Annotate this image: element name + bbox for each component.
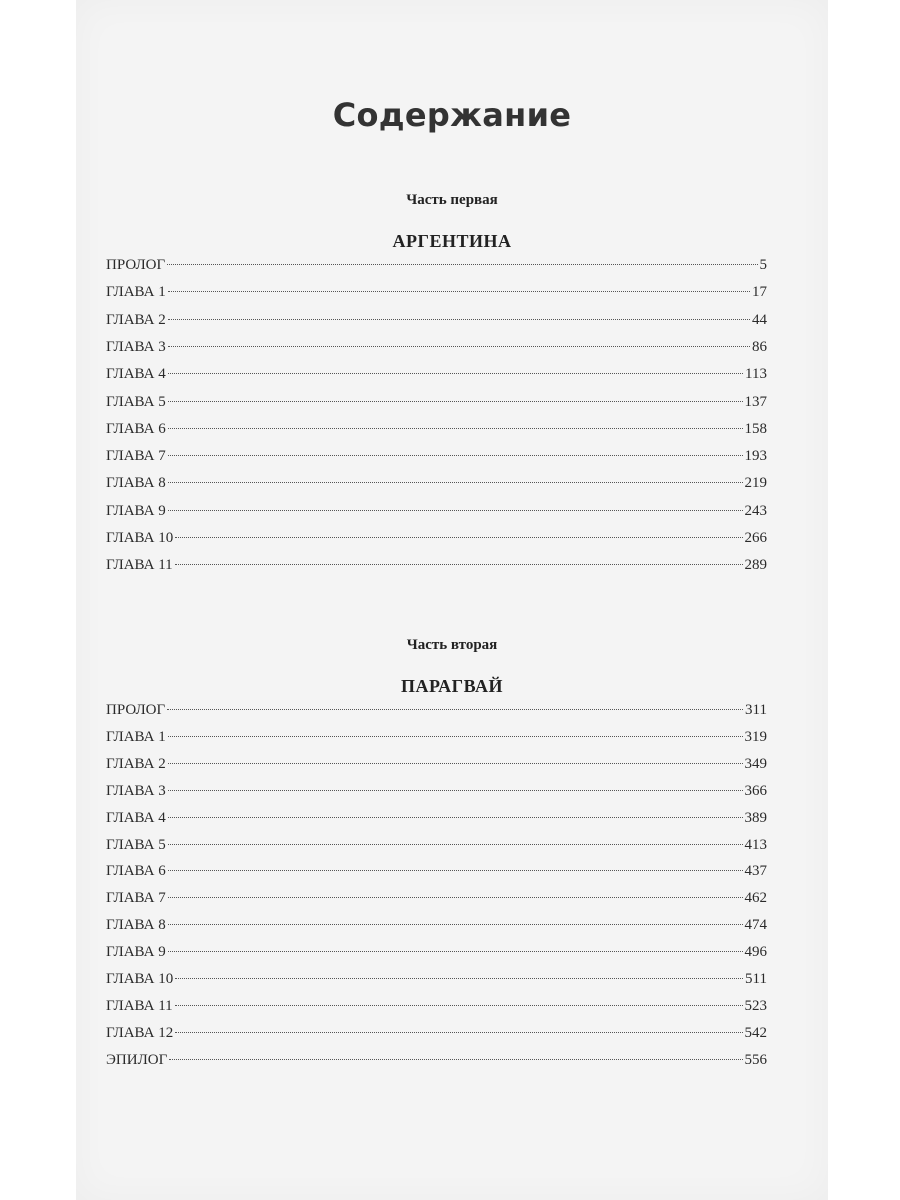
toc-entry-page-number: 86	[752, 338, 767, 355]
toc-dot-leader	[168, 455, 743, 456]
toc-dot-leader	[168, 763, 743, 764]
toc-dot-leader	[167, 264, 757, 265]
toc-dot-leader	[168, 510, 743, 511]
toc-dot-leader	[175, 978, 743, 979]
toc-entry	[106, 702, 767, 722]
toc-entry-page-number: 349	[744, 755, 767, 772]
toc-entry-label: ГЛАВА 7	[106, 448, 166, 465]
toc-entry-page-number: 311	[745, 702, 767, 718]
toc-dot-leader	[168, 844, 743, 845]
toc-entry-page-number: 389	[744, 809, 767, 826]
toc-entry-label: ГЛАВА 11	[106, 557, 173, 574]
toc-entry-label: ГЛАВА 4	[106, 366, 166, 383]
toc-dot-leader	[168, 428, 743, 429]
toc-entry	[106, 810, 767, 830]
toc-entry-page-number: 542	[744, 1024, 767, 1041]
toc-entry-page-number: 366	[744, 782, 767, 799]
toc-entry-page-number: 219	[744, 475, 767, 492]
toc-entry	[106, 475, 767, 495]
toc-dot-leader	[168, 291, 750, 292]
toc-dot-leader	[168, 319, 750, 320]
toc-dot-leader	[167, 709, 743, 710]
toc-dot-leader	[175, 1032, 742, 1033]
toc-entry	[106, 944, 767, 964]
toc-entry-label: ГЛАВА 5	[106, 836, 166, 853]
toc-entry-label: ГЛАВА 8	[106, 917, 166, 934]
toc-entry-page-number: 437	[744, 863, 767, 880]
toc-entry-label: ЭПИЛОГ	[106, 1051, 168, 1068]
toc-entry	[106, 503, 767, 523]
toc-entry-page-number: 523	[744, 997, 767, 1014]
toc-entry-page-number: 413	[744, 836, 767, 853]
toc-entry-label: ГЛАВА 1	[106, 284, 166, 301]
toc-entry-label: ГЛАВА 9	[106, 944, 166, 961]
toc-entry-page-number: 158	[744, 420, 767, 437]
toc-dot-leader	[168, 924, 743, 925]
toc-entry	[106, 312, 767, 332]
toc-entry-label: ГЛАВА 10	[106, 971, 174, 987]
page-title: Содержание	[332, 96, 572, 134]
toc-dot-leader	[168, 817, 743, 818]
part-two-label: Часть вторая	[406, 637, 498, 653]
toc-entry	[106, 756, 767, 776]
toc-entry-page-number: 496	[744, 944, 767, 961]
toc-entry-page-number: 137	[744, 393, 767, 410]
toc-entry	[106, 394, 767, 414]
toc-dot-leader	[168, 401, 743, 402]
toc-entry-page-number: 474	[744, 917, 767, 934]
toc-entry-label: ГЛАВА 3	[106, 782, 166, 799]
toc-dot-leader	[168, 897, 743, 898]
toc-entry	[106, 530, 767, 550]
toc-entry-label: ГЛАВА 2	[106, 755, 166, 772]
toc-entry-label: ПРОЛОГ	[106, 257, 166, 273]
toc-entry-label: ГЛАВА 3	[106, 338, 166, 355]
toc-entry-page-number: 193	[744, 448, 767, 465]
toc-entry-label: ГЛАВА 5	[106, 393, 166, 410]
toc-entry-page-number: 319	[744, 728, 767, 745]
toc-entry-page-number: 289	[744, 557, 767, 574]
toc-entry-page-number: 462	[744, 890, 767, 907]
toc-entry	[106, 917, 767, 937]
toc-entry-label: ПРОЛОГ	[106, 702, 166, 718]
toc-entry	[106, 998, 767, 1018]
part-one-label: Часть первая	[406, 192, 498, 208]
toc-entry	[106, 1052, 767, 1072]
toc-entry	[106, 366, 767, 386]
toc-entry	[106, 971, 767, 991]
toc-entry-label: ГЛАВА 10	[106, 530, 174, 546]
toc-entry-page-number: 243	[744, 502, 767, 519]
toc-dot-leader	[168, 870, 743, 871]
toc-entry	[106, 284, 767, 304]
part-one-name: АРГЕНТИНА	[392, 231, 512, 251]
toc-entry	[106, 421, 767, 441]
toc-entry	[106, 783, 767, 803]
toc-dot-leader	[168, 482, 743, 483]
toc-entry-page-number: 266	[744, 530, 767, 546]
toc-entry-page-number: 5	[759, 257, 767, 273]
toc-entry	[106, 890, 767, 910]
toc-entry-page-number: 511	[745, 971, 767, 987]
toc-entry-label: ГЛАВА 1	[106, 728, 166, 745]
toc-entry-page-number: 17	[752, 284, 767, 301]
toc-entry-page-number: 44	[752, 311, 767, 328]
book-page	[76, 0, 828, 1200]
toc-entry	[106, 339, 767, 359]
toc-entry-label: ГЛАВА 6	[106, 420, 166, 437]
toc-dot-leader	[175, 537, 742, 538]
toc-entry	[106, 863, 767, 883]
toc-dot-leader	[168, 346, 750, 347]
toc-entry-label: ГЛАВА 2	[106, 311, 166, 328]
toc-entry-label: ГЛАВА 9	[106, 502, 166, 519]
toc-entry	[106, 257, 767, 277]
toc-entry-label: ГЛАВА 6	[106, 863, 166, 880]
toc-entry-label: ГЛАВА 11	[106, 997, 173, 1014]
toc-entry-page-number: 113	[745, 366, 767, 383]
toc-entry-label: ГЛАВА 4	[106, 809, 166, 826]
toc-entry	[106, 837, 767, 857]
toc-entry	[106, 1025, 767, 1045]
toc-dot-leader	[168, 951, 743, 952]
toc-entry-label: ГЛАВА 12	[106, 1024, 174, 1041]
toc-dot-leader	[168, 736, 743, 737]
toc-entry-label: ГЛАВА 8	[106, 475, 166, 492]
toc-dot-leader	[168, 373, 743, 374]
toc-entry-page-number: 556	[744, 1051, 767, 1068]
toc-dot-leader	[169, 1059, 742, 1060]
toc-dot-leader	[175, 564, 743, 565]
toc-entry	[106, 729, 767, 749]
toc-dot-leader	[168, 790, 743, 791]
toc-entry	[106, 448, 767, 468]
part-two-name: ПАРАГВАЙ	[400, 676, 503, 696]
toc-entry	[106, 557, 767, 577]
toc-dot-leader	[175, 1005, 743, 1006]
toc-entry-label: ГЛАВА 7	[106, 890, 166, 907]
